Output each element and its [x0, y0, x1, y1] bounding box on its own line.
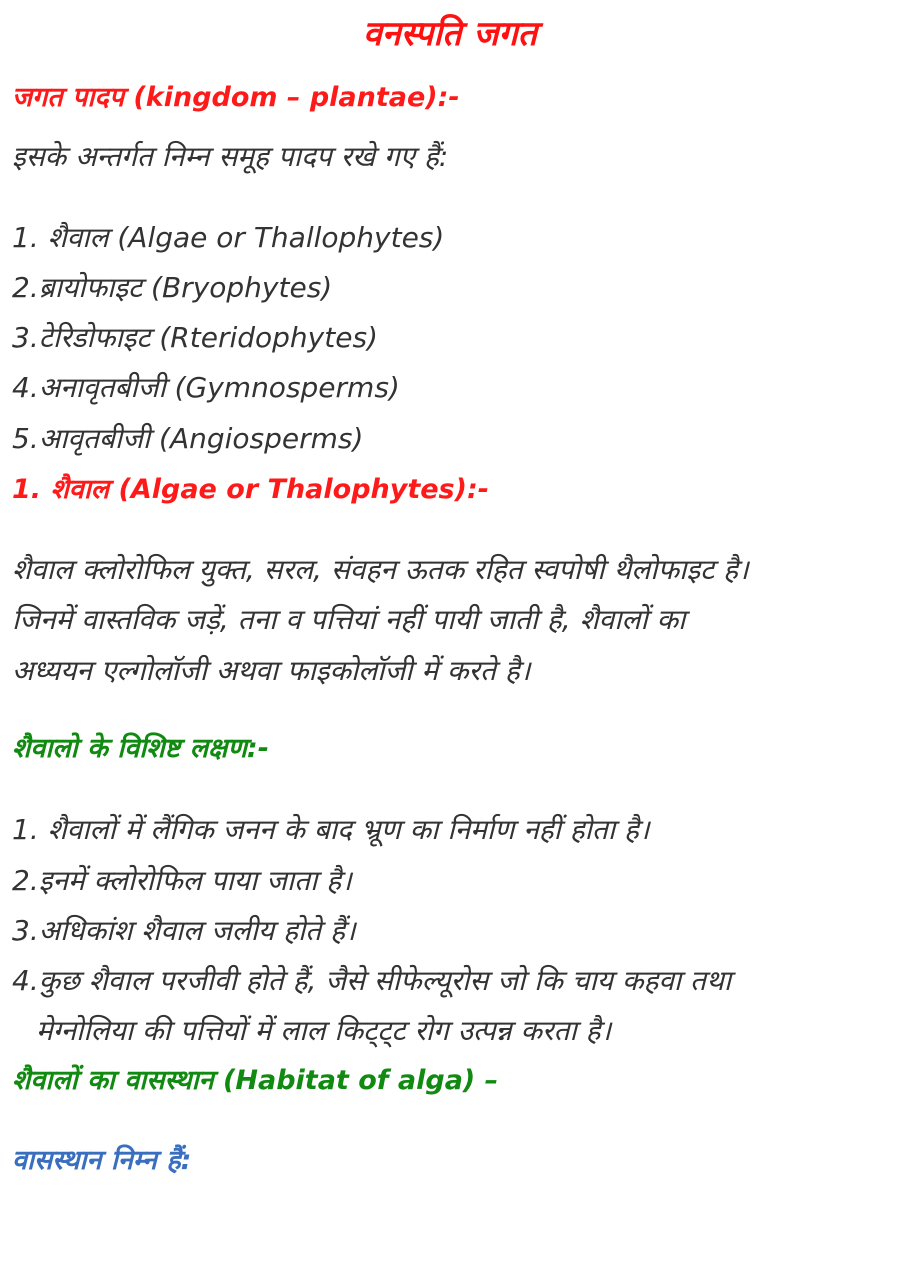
- list-item: 5.आवृतबीजी (Angiosperms): [12, 422, 364, 455]
- list-item: 1. शैवालों में लैंगिक जनन के बाद भ्रूण का निर्माण नहीं होता है।: [12, 813, 650, 846]
- paragraph-line: शैवाल क्लोरोफिल युक्त, सरल, संवहन ऊतक रहित स्वपोषी थैलोफाइट है।: [12, 553, 749, 586]
- list-item: 4.अनावृतबीजी (Gymnosperms): [12, 371, 400, 404]
- list-item: 4.कुछ शैवाल परजीवी होते हैं, जैसे सीफेल्यूरोस जो कि चाय कहवा तथा: [12, 964, 732, 997]
- heading-habitat: शैवालों का वासस्थान (Habitat of alga) –: [12, 1065, 499, 1096]
- list-item: 1. शैवाल (Algae or Thallophytes): [12, 221, 445, 254]
- list-item: 2.इनमें क्लोरोफिल पाया जाता है।: [12, 864, 352, 897]
- paragraph-line: अध्ययन एल्गोलॉजी अथवा फाइकोलॉजी में करते है।: [12, 654, 531, 687]
- list-item-continuation: मेग्नोलिया की पत्तियों में लाल किट्ट्ट रोग उत्पन्न करता है।: [36, 1014, 612, 1047]
- heading-features: शैवालो के विशिष्ट लक्षण:-: [12, 733, 269, 764]
- heading-algae: 1. शैवाल (Algae or Thalophytes):-: [12, 474, 489, 505]
- list-item: 2.ब्रायोफाइट (Bryophytes): [12, 271, 333, 304]
- list-item: 3.अधिकांश शैवाल जलीय होते हैं।: [12, 914, 356, 947]
- heading-kingdom-plantae: जगत पादप (kingdom – plantae):-: [12, 82, 460, 113]
- habitat-intro: वासस्थान निम्न हैं:: [12, 1145, 192, 1176]
- list-item: 3.टेरिडोफाइट (Rteridophytes): [12, 321, 378, 354]
- page-title: वनस्पति जगत: [362, 14, 538, 54]
- paragraph-line: जिनमें वास्तविक जड़ें, तना व पत्तियां नहीं पायी जाती है, शैवालों का: [12, 603, 686, 636]
- intro-text: इसके अन्तर्गत निम्न समूह पादप रखे गए हैं:: [12, 140, 449, 173]
